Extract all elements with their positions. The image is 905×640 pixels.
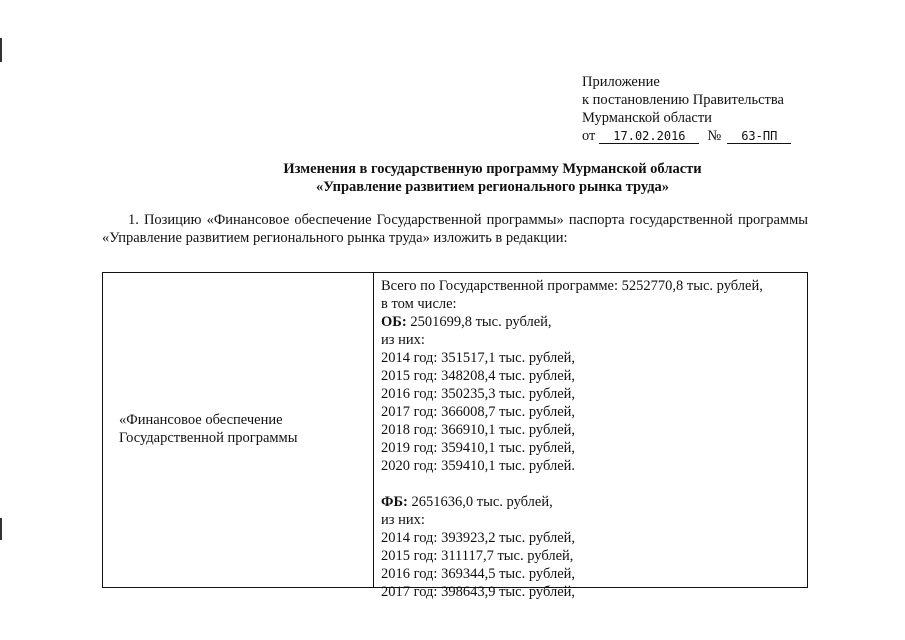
number-sign: № [707, 128, 722, 144]
fb-year-row: 2016 год: 369344,5 тыс. рублей, [381, 566, 576, 582]
fb-value: 2651636,0 тыс. рублей, [407, 494, 553, 510]
appendix-date-row [582, 127, 882, 145]
left-cell-line-2: Государственной программы [119, 430, 298, 446]
from-label: от [582, 128, 596, 144]
fb-label: ФБ: [381, 494, 408, 510]
document-title [0, 160, 905, 196]
total-line: Всего по Государственной программе: 5252770,8 тыс. рублей, [381, 278, 763, 294]
ob-line [381, 313, 801, 331]
scan-margin-mark [0, 518, 2, 540]
ob-value: 2501699,8 тыс. рублей, [406, 314, 552, 330]
appendix-title: Приложение [582, 74, 660, 90]
amendment-paragraph: 1. Позицию «Финансовое обеспечение Государственной программы» паспорта государственной программы «Управление развитием регионального рынка труда» изложить в редакции: [102, 212, 808, 246]
table-left-cell [119, 411, 369, 447]
title-line-2: «Управление развитием регионального рынка труда» [315, 179, 670, 195]
ob-year-row: 2018 год: 366910,1 тыс. рублей, [381, 422, 576, 438]
left-cell-line-1: «Финансовое обеспечение [119, 412, 283, 428]
decree-number: 63-ПП [727, 129, 791, 144]
ob-year-row: 2015 год: 348208,4 тыс. рублей, [381, 368, 576, 384]
ob-year-row: 2017 год: 366008,7 тыс. рублей, [381, 404, 576, 420]
fb-year-row: 2014 год: 393923,2 тыс. рублей, [381, 530, 576, 546]
title-line-1: Изменения в государственную программу Мурманской области [283, 161, 702, 177]
ob-year-row: 2016 год: 350235,3 тыс. рублей, [381, 386, 576, 402]
ob-of-them: из них: [381, 332, 425, 348]
financing-table [102, 272, 808, 600]
table-right-cell [381, 277, 801, 601]
table-column-divider [373, 273, 374, 587]
table-spacer [381, 475, 801, 493]
scan-margin-mark [0, 38, 2, 62]
ob-year-row: 2014 год: 351517,1 тыс. рублей, [381, 350, 576, 366]
appendix-block [582, 73, 882, 145]
fb-line [381, 493, 801, 511]
fb-year-row: 2017 год: 398643,9 тыс. рублей, [381, 584, 576, 600]
fb-year-row: 2015 год: 311117,7 тыс. рублей, [381, 548, 574, 564]
decree-date: 17.02.2016 [599, 129, 699, 144]
appendix-reference: к постановлению Правительства [582, 92, 784, 108]
fb-of-them: из них: [381, 512, 425, 528]
ob-year-row: 2020 год: 359410,1 тыс. рублей. [381, 458, 576, 474]
appendix-region: Мурманской области [582, 110, 712, 126]
ob-year-row: 2019 год: 359410,1 тыс. рублей, [381, 440, 576, 456]
including-line: в том числе: [381, 296, 457, 312]
ob-label: ОБ: [381, 314, 407, 330]
